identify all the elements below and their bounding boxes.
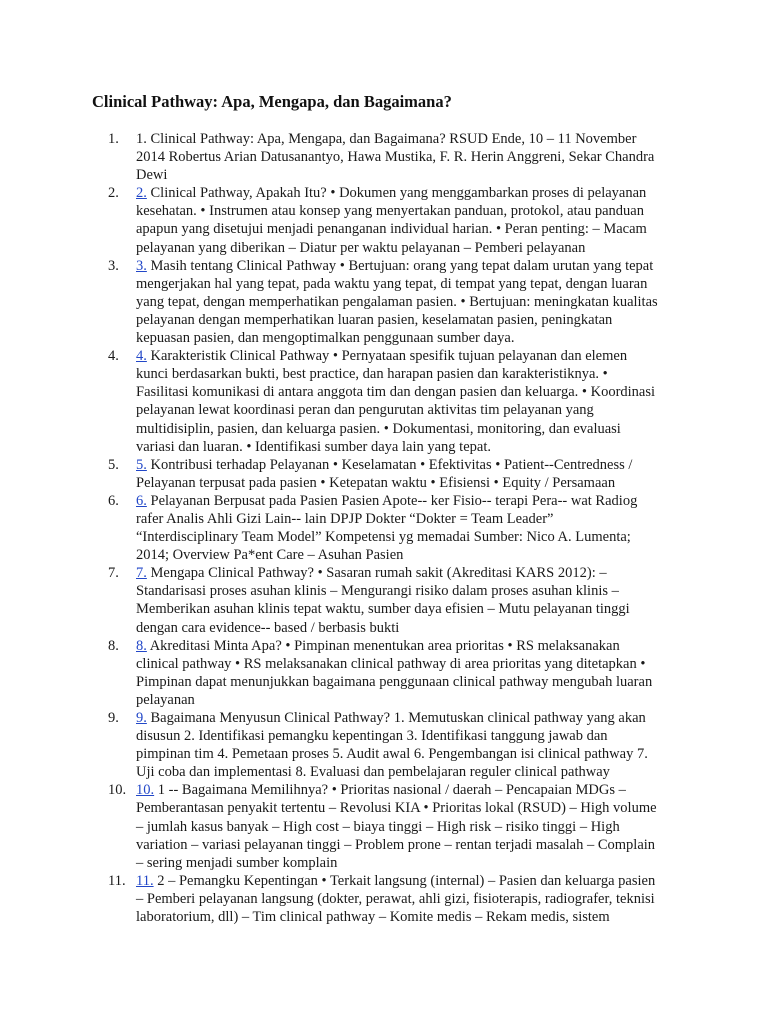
list-item-line — [136, 854, 696, 872]
list-item-number: 3. — [108, 257, 119, 274]
list-item-body — [136, 637, 696, 709]
document-title: Clinical Pathway: Apa, Mengapa, dan Bagaimana? — [92, 92, 452, 111]
list-item-text: pelayanan — [136, 691, 195, 708]
list-item-text: pelayanan yang diberikan – Diatur per waktu pelayanan – Pemberi pelayanan — [136, 239, 586, 256]
list-item-number: 10. — [108, 782, 127, 799]
list-item-text: pelayanan lewat koordinasi peran dan pengurutan aktivitas tim pelayanan yang — [136, 402, 594, 419]
list-item-line — [136, 745, 696, 763]
list-item-line — [136, 311, 696, 329]
list-item-text: Standarisasi proses asuhan klinis – Mengurangi risiko dalam proses asuhan klinis – — [136, 583, 619, 600]
list-item-text: variasi dan luaran. • Identifikasi sumber daya lain yang tepat. — [136, 438, 491, 455]
list-item — [0, 637, 768, 709]
list-item-line — [136, 872, 696, 890]
slide-link[interactable]: 11. — [136, 872, 154, 889]
slide-link[interactable]: 10. — [136, 782, 155, 799]
list-item-line — [136, 239, 696, 257]
slide-link[interactable]: 7. — [136, 565, 147, 582]
list-item — [0, 184, 768, 256]
slide-link[interactable]: 8. — [136, 637, 147, 654]
list-item-number: 6. — [108, 492, 119, 509]
list-item — [0, 130, 768, 184]
list-item-line — [136, 438, 696, 456]
list-item — [0, 347, 768, 456]
list-item-body — [136, 564, 696, 636]
list-item-body — [136, 872, 696, 926]
list-item-body — [136, 257, 696, 347]
list-item — [0, 257, 768, 347]
list-item-text: Dewi — [136, 167, 168, 184]
list-item-text: – Pemberi pelayanan langsung (dokter, perawat, ahli gizi, fisioterapis, radiografer, teknisi — [136, 890, 655, 907]
list-item — [0, 872, 768, 926]
list-item-text: Mengapa Clinical Pathway? • Sasaran rumah sakit (Akreditasi KARS 2012): – — [146, 565, 607, 582]
list-item-line — [136, 347, 696, 365]
list-item-line — [136, 528, 696, 546]
list-item-body — [136, 456, 696, 492]
list-item-text: Kontribusi terhadap Pelayanan • Keselamatan • Efektivitas • Patient--Centredness / — [146, 456, 633, 473]
list-item-text: kesehatan. • Instrumen atau konsep yang menyertakan panduan, protokol, atau panduan — [136, 203, 644, 220]
list-item-text: Pelayanan Berpusat pada Pasien Pasien Apote-- ker Fisio-- terapi Pera-- wat Radiog — [146, 492, 638, 509]
list-item-text: yang tepat, dengan memperhatikan pengalaman pasien. • Bertujuan: meningkatan kualitas — [136, 293, 658, 310]
list-item-number: 7. — [108, 565, 119, 582]
list-item-text: disusun 2. Identifikasi pemangku kepentingan 3. Identifikasi tanggung jawab dan — [136, 728, 608, 745]
list-item — [0, 781, 768, 871]
list-item-line — [136, 148, 696, 166]
list-item-line — [136, 582, 696, 600]
list-item-line — [136, 474, 696, 492]
list-item-text: clinical pathway • RS melaksanakan clinical pathway di area prioritas yang ditetapkan • — [136, 655, 646, 672]
list-item-line — [136, 619, 696, 637]
list-item-line — [136, 673, 696, 691]
list-item-text: 2 – Pemangku Kepentingan • Terkait langsung (internal) – Pasien dan keluarga pasien — [153, 872, 656, 889]
list-item-line — [136, 818, 696, 836]
list-item-line — [136, 836, 696, 854]
list-item-line — [136, 546, 696, 564]
list-item-number: 8. — [108, 637, 119, 654]
list-item-text: Uji coba dan implementasi 8. Evaluasi dan pembelajaran reguler clinical pathway — [136, 764, 610, 781]
list-item-text: apapun yang disetujui menjadi penanganan individual harian. • Peran penting: – Macam — [136, 221, 647, 238]
list-item-line — [136, 220, 696, 238]
list-item — [0, 709, 768, 781]
list-item-line — [136, 401, 696, 419]
list-item-line — [136, 456, 696, 474]
list-item-line — [136, 564, 696, 582]
list-item-line — [136, 655, 696, 673]
list-item-text: multidisiplin, pasien, dan keluarga pasien. • Dokumentasi, monitoring, dan evaluasi — [136, 420, 621, 437]
list-item-line — [136, 383, 696, 401]
list-item-line — [136, 184, 696, 202]
list-item-text: variation – variasi pelayanan tinggi – Problem prone – rentan terjadi masalah – Complain — [136, 836, 656, 853]
list-item-body — [136, 130, 696, 184]
list-item-text: Pemberantasan penyakit tertentu – Revolusi KIA • Prioritas lokal (RSUD) – High volume — [136, 800, 657, 817]
list-item-text: 1. Clinical Pathway: Apa, Mengapa, dan Bagaimana? RSUD Ende, 10 – 11 November — [136, 131, 637, 147]
list-item — [0, 456, 768, 492]
list-item-line — [136, 202, 696, 220]
list-item-line — [136, 781, 696, 799]
list-item-text: mengerjakan hal yang tepat, pada waktu yang tepat, di tempat yang tepat, dengan luaran — [136, 275, 648, 292]
list-item-text: Bagaimana Menyusun Clinical Pathway? 1. Memutuskan clinical pathway yang akan — [146, 710, 646, 726]
list-item-body — [136, 492, 696, 564]
list-item-line — [136, 510, 696, 528]
list-item-line — [136, 799, 696, 817]
list-item-text: laboratorium, dll) – Tim clinical pathway – Komite medis – Rekam medis, sistem — [136, 909, 610, 926]
list-item-body — [136, 347, 696, 456]
list-item-text: pimpinan tim 4. Pemetaan proses 5. Audit awal 6. Pengembangan isi clinical pathway 7. — [136, 746, 648, 763]
list-item-text: 2014 Robertus Arian Datusanantyo, Hawa Mustika, F. R. Herin Anggreni, Sekar Chandra — [136, 149, 655, 166]
list-item-body — [136, 709, 696, 781]
list-item-number: 5. — [108, 456, 119, 473]
list-item-line — [136, 600, 696, 618]
list-item-text: Pelayanan terpusat pada pasien • Ketepatan waktu • Efisiensi • Equity / Persamaan — [136, 474, 616, 491]
list-item-line — [136, 709, 696, 727]
list-item-line — [136, 908, 696, 926]
list-item-line — [136, 727, 696, 745]
slide-link[interactable]: 9. — [136, 710, 147, 726]
list-item-line — [136, 890, 696, 908]
list-item-line — [136, 166, 696, 184]
list-item-line — [136, 492, 696, 510]
slide-link[interactable]: 3. — [136, 257, 147, 274]
list-item-text: “Interdisciplinary Team Model” Kompetensi yg memadai Sumber: Nico A. Lumenta; — [136, 529, 631, 546]
list-item-text: – sering menjadi sumber komplain — [136, 854, 338, 871]
list-item-text: kepuasan pasien, dan mengoptimalkan penggunaan sumber daya. — [136, 330, 515, 347]
list-item-text: 1 -- Bagaimana Memilihnya? • Prioritas nasional / daerah – Pencapaian MDGs – — [154, 782, 626, 799]
list-item — [0, 492, 768, 564]
slide-link[interactable]: 6. — [136, 492, 147, 509]
list-item-text: 2014; Overview Pa*ent Care – Asuhan Pasien — [136, 547, 404, 564]
list-item-text: – jumlah kasus banyak – High cost – biaya tinggi – High risk – risiko tinggi – High — [136, 818, 620, 835]
list-item-text: rafer Analis Ahli Gizi Lain-- lain DPJP Dokter “Dokter = Team Leader” — [136, 510, 554, 527]
list-item-line — [136, 365, 696, 383]
list-item-line — [136, 293, 696, 311]
slide-link[interactable]: 2. — [136, 185, 147, 202]
slide-link[interactable]: 4. — [136, 348, 147, 365]
list-item-line — [136, 763, 696, 781]
list-item-text: dengan cara evidence-- based / berbasis bukti — [136, 619, 400, 636]
list-item-line — [136, 275, 696, 293]
list-item-text: pelayanan dengan memperhatikan luaran pasien, keselamatan pasien, peningkatan — [136, 311, 613, 328]
list-item — [0, 564, 768, 636]
list-item-line — [136, 130, 696, 148]
list-item-line — [136, 420, 696, 438]
list-item-line — [136, 637, 696, 655]
list-item-line — [136, 329, 696, 347]
list-item-text: Karakteristik Clinical Pathway • Pernyataan spesifik tujuan pelayanan dan elemen — [146, 348, 628, 365]
list-item-line — [136, 257, 696, 275]
list-item-text: Memberikan asuhan klinis tepat waktu, sumber daya efisien – Mutu pelayanan tinggi — [136, 601, 630, 618]
list-item-body — [136, 781, 696, 871]
list-item-number: 4. — [108, 348, 119, 365]
list-item-number: 11. — [108, 872, 126, 889]
list-item-text: Clinical Pathway, Apakah Itu? • Dokumen yang menggambarkan proses di pelayanan — [146, 185, 647, 202]
slide-list — [0, 130, 768, 926]
slide-link[interactable]: 5. — [136, 456, 147, 473]
list-item-body — [136, 184, 696, 256]
list-item-number: 1. — [108, 131, 119, 147]
list-item-text: Akreditasi Minta Apa? • Pimpinan menentukan area prioritas • RS melaksanakan — [146, 637, 620, 654]
list-item-text: kunci berdasarkan bukti, best practice, dan harapan pasien dan karakteristiknya. • — [136, 366, 608, 383]
list-item-text: Pimpinan dapat menunjukkan bagaimana penggunaan clinical pathway mengubah luaran — [136, 673, 653, 690]
list-item-line — [136, 691, 696, 709]
list-item-text: Masih tentang Clinical Pathway • Bertujuan: orang yang tepat dalam urutan yang tepat — [146, 257, 654, 274]
list-item-text: Fasilitasi komunikasi di antara anggota tim dan dengan pasien dan keluarga. • Koordinasi — [136, 384, 656, 401]
list-item-number: 2. — [108, 185, 119, 202]
list-item-number: 9. — [108, 710, 119, 726]
